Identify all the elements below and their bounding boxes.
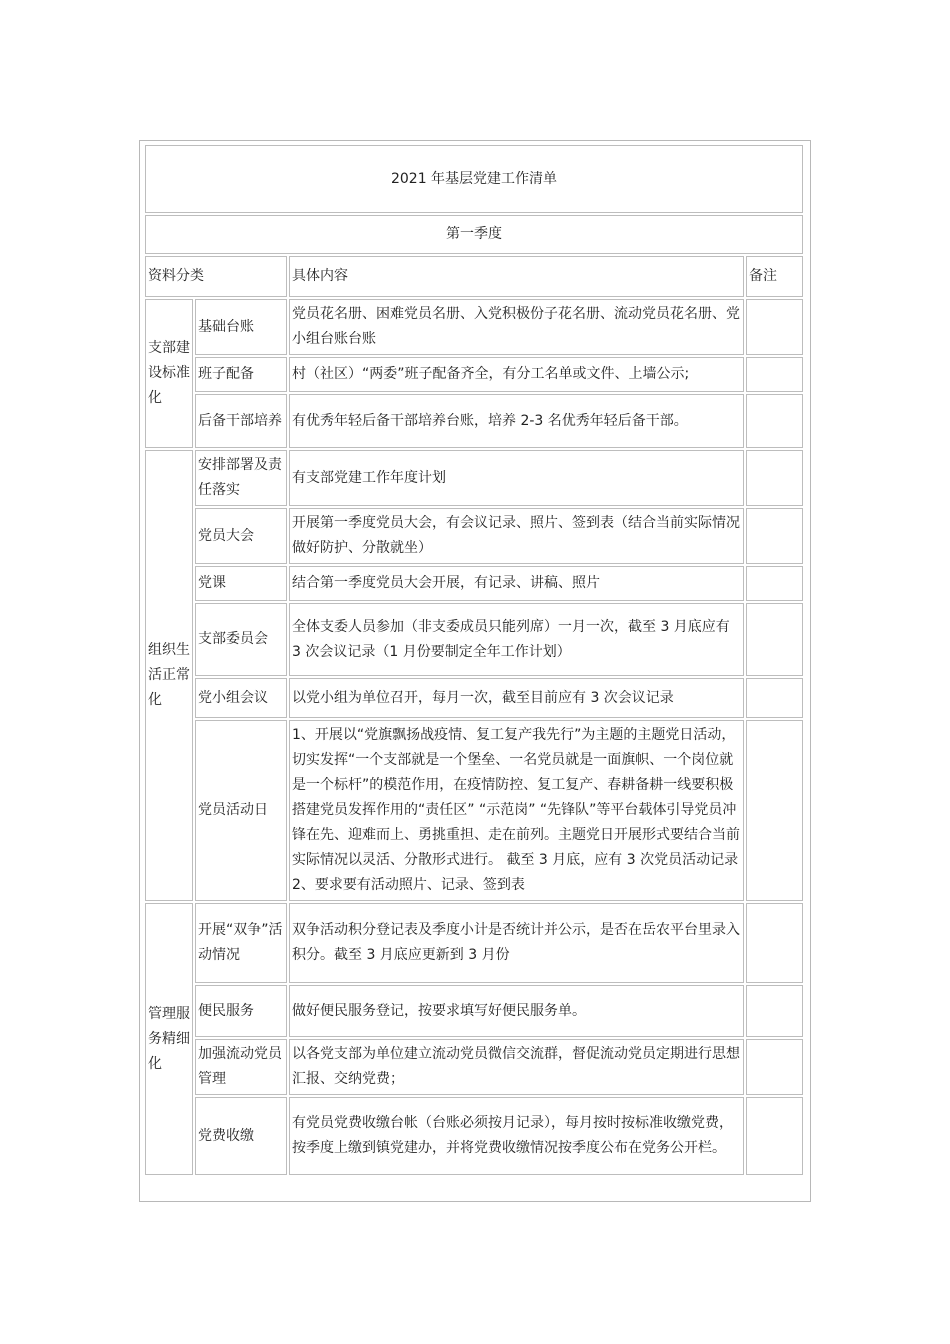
item-note (746, 450, 803, 506)
document-title: 2021 年基层党建工作清单 (145, 145, 803, 213)
item-note (746, 394, 803, 448)
item-note (746, 720, 803, 901)
group-category: 管理服务精细化 (145, 903, 193, 1175)
document-page (139, 140, 811, 1202)
item-content: 以各党支部为单位建立流动党员微信交流群，督促流动党员定期进行思想汇报、交纳党费； (289, 1039, 744, 1095)
item-content: 以党小组为单位召开，每月一次，截至目前应有 3 次会议记录 (289, 678, 744, 718)
item-content: 村（社区）“两委”班子配备齐全，有分工名单或文件、上墙公示; (289, 357, 744, 392)
item-note (746, 985, 803, 1037)
item-content: 有支部党建工作年度计划 (289, 450, 744, 506)
item-note (746, 1039, 803, 1095)
item-content: 做好便民服务登记，按要求填写好便民服务单。 (289, 985, 744, 1037)
header-note: 备注 (746, 256, 803, 297)
table-row (145, 678, 803, 718)
item-note (746, 566, 803, 601)
header-row (145, 256, 803, 297)
table-row (145, 720, 803, 901)
item-note (746, 603, 803, 676)
table-row (145, 903, 803, 983)
item-note (746, 1097, 803, 1175)
item-name: 基础台账 (195, 299, 287, 355)
item-note (746, 678, 803, 718)
item-content: 有党员党费收缴台帐（台账必须按月记录），每月按时按标准收缴党费，按季度上缴到镇党建办，并将党费收缴情况按季度公布在党务公开栏。 (289, 1097, 744, 1175)
item-name: 班子配备 (195, 357, 287, 392)
item-note (746, 357, 803, 392)
title-row (145, 145, 803, 213)
item-content (289, 720, 744, 901)
item-name: 支部委员会 (195, 603, 287, 676)
item-name: 党员活动日 (195, 720, 287, 901)
item-content: 有优秀年轻后备干部培养台账，培养 2-3 名优秀年轻后备干部。 (289, 394, 744, 448)
item-content: 双争活动积分登记表及季度小计是否统计并公示，是否在岳农平台里录入积分。截至 3 月底应更新到 3 月份 (289, 903, 744, 983)
item-name: 党课 (195, 566, 287, 601)
season-row (145, 215, 803, 254)
table-row (145, 566, 803, 601)
header-content: 具体内容 (289, 256, 744, 297)
item-note (746, 508, 803, 564)
table-row (145, 603, 803, 676)
item-content: 全体支委人员参加（非支委成员只能列席）一月一次，截至 3 月底应有 3 次会议记录（1 月份要制定全年工作计划） (289, 603, 744, 676)
table-row (145, 508, 803, 564)
item-content: 开展第一季度党员大会，有会议记录、照片、签到表（结合当前实际情况做好防护、分散就坐） (289, 508, 744, 564)
item-name: 加强流动党员管理 (195, 1039, 287, 1095)
group-category: 支部建设标准化 (145, 299, 193, 448)
item-name: 开展“双争”活动情况 (195, 903, 287, 983)
table-row (145, 985, 803, 1037)
table-row (145, 1039, 803, 1095)
item-name: 安排部署及责任落实 (195, 450, 287, 506)
work-list-table (143, 143, 805, 1177)
item-note (746, 299, 803, 355)
group-category: 组织生活正常化 (145, 450, 193, 901)
table-row (145, 450, 803, 506)
item-content-text: 1、开展以“党旗飘扬战疫情、复工复产我先行”为主题的主题党日活动，切实发挥“一个支部就是一个堡垒、一名党员就是一面旗帜、一个岗位就是一个标杆”的模范作用，在疫情防控、复工复产、春耕备耕一线要积极搭建党员发挥作用的“责任区” “示范岗” “先锋队”等平台载体引导党员冲锋在先、迎难而上、勇挑重担、走在前列。主题党日开展形式要结合当前实际情况以灵活、分散形式进行。 截至 3 月底，应有 3 次党员活动记录 2、要求要有活动照片、记录、签到表 (292, 727, 740, 893)
table-row (145, 299, 803, 355)
item-name: 后备干部培养 (195, 394, 287, 448)
item-content: 党员花名册、困难党员名册、入党积极份子花名册、流动党员花名册、党小组台账台账 (289, 299, 744, 355)
item-name: 党小组会议 (195, 678, 287, 718)
item-note (746, 903, 803, 983)
item-name: 党费收缴 (195, 1097, 287, 1175)
table-row (145, 357, 803, 392)
item-name: 党员大会 (195, 508, 287, 564)
table-row (145, 394, 803, 448)
item-name: 便民服务 (195, 985, 287, 1037)
season-label: 第一季度 (145, 215, 803, 254)
header-category: 资料分类 (145, 256, 287, 297)
item-content: 结合第一季度党员大会开展，有记录、讲稿、照片 (289, 566, 744, 601)
table-row (145, 1097, 803, 1175)
